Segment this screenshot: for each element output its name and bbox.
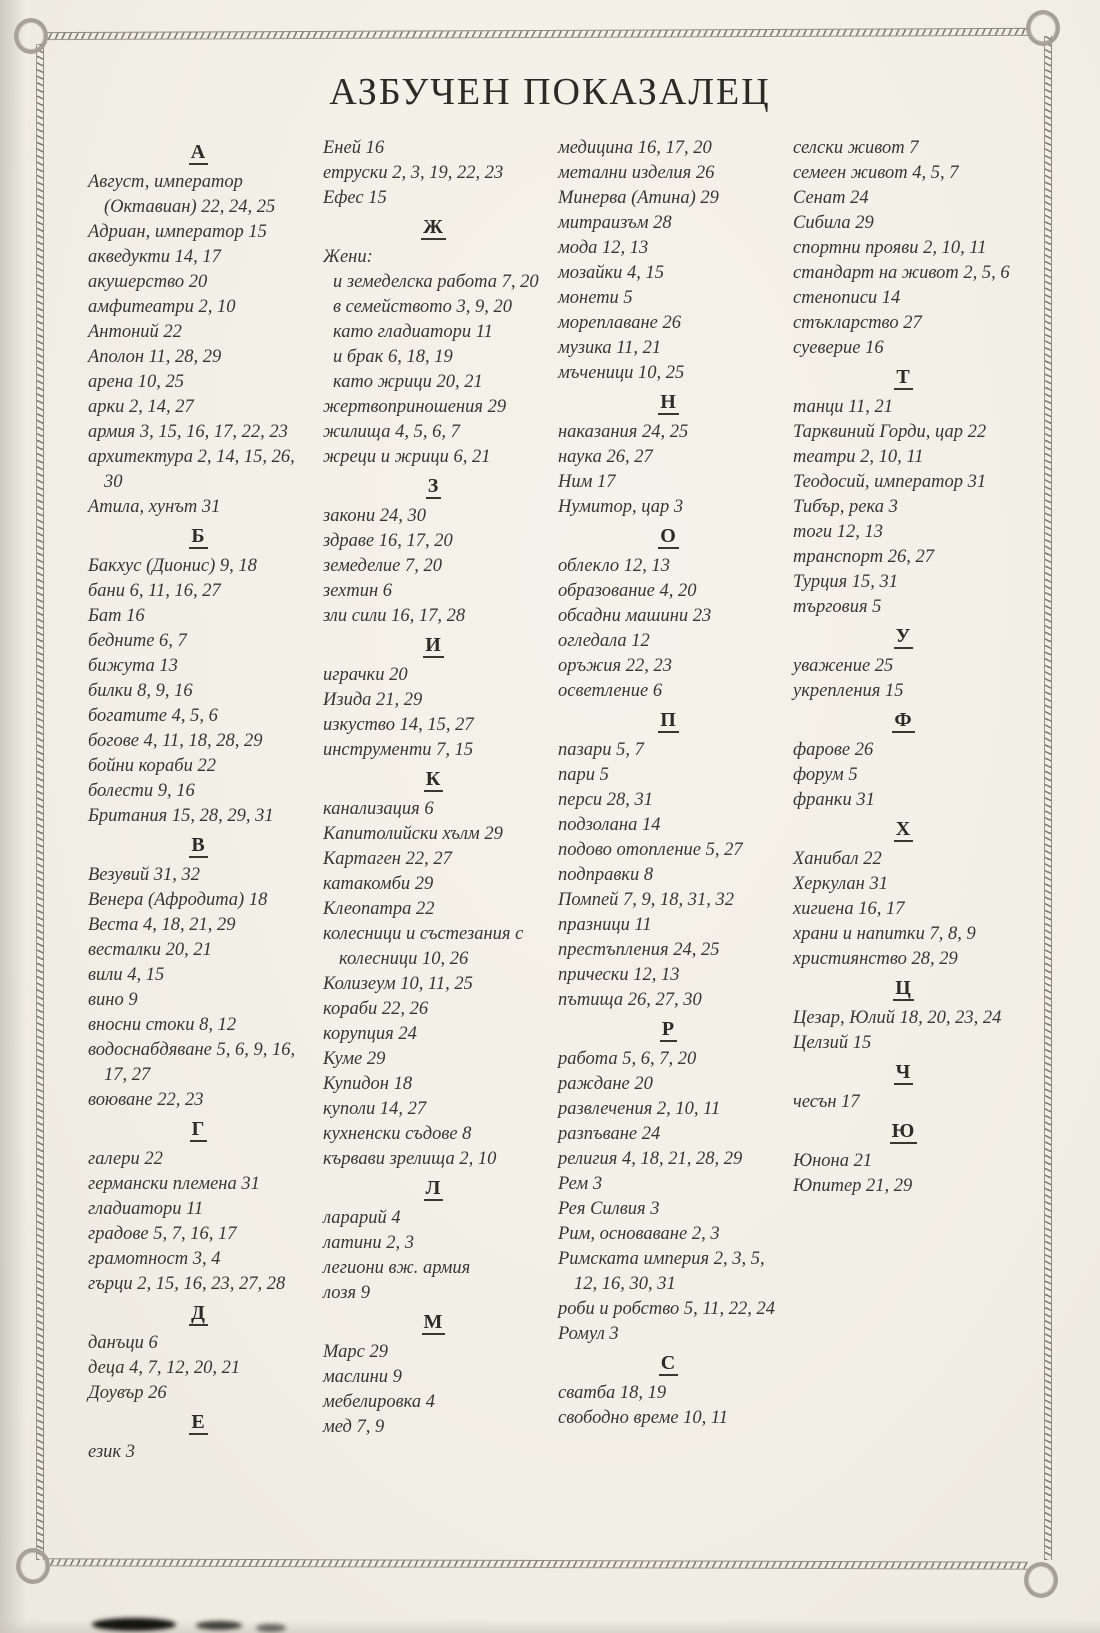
- index-entry: бани 6, 11, 16, 27: [88, 581, 221, 601]
- section-letter: Ц: [895, 977, 912, 999]
- index-entry: огледала 12: [558, 631, 650, 651]
- index-entry: деца 4, 7, 12, 20, 21: [88, 1358, 241, 1378]
- index-entry: роби и робство 5, 11, 22, 24: [558, 1299, 775, 1319]
- section-letter: Ф: [894, 709, 913, 731]
- index-entry: Нумитор, цар 3: [558, 497, 684, 517]
- index-entry: Ефес 15: [323, 188, 387, 208]
- index-entry: оръжия 22, 23: [558, 656, 673, 676]
- index-entry: раждане 20: [558, 1074, 653, 1094]
- index-entry: мода 12, 13: [558, 238, 649, 258]
- section-heading: [323, 769, 544, 792]
- index-entry: укрепления 15: [793, 681, 904, 701]
- section-heading: [88, 1412, 309, 1435]
- section-letter: Л: [425, 1177, 442, 1199]
- index-entry: обсадни машини 23: [558, 606, 712, 626]
- section-heading: [88, 1119, 309, 1142]
- section-heading: [558, 1019, 779, 1042]
- index-entry: семеен живот 4, 5, 7: [793, 163, 959, 183]
- index-entry: зли сили 16, 17, 28: [323, 606, 466, 626]
- index-entry: Турция 15, 31: [793, 572, 899, 592]
- index-entry: вино 9: [88, 990, 138, 1010]
- index-entry: Жени:: [323, 247, 373, 267]
- section-heading: [558, 710, 779, 733]
- index-entry: закони 24, 30: [323, 506, 426, 526]
- index-entry: гладиатори 11: [88, 1199, 204, 1219]
- section-heading: [88, 526, 309, 549]
- index-entry: религия 4, 18, 21, 28, 29: [558, 1149, 743, 1169]
- section-letter: С: [660, 1352, 677, 1374]
- rope-border-left: [36, 44, 44, 1560]
- index-entry: език 3: [88, 1442, 135, 1462]
- index-entry: бижута 13: [88, 656, 178, 676]
- section-letter: Р: [661, 1018, 676, 1040]
- index-entry: в семейството 3, 9, 20: [333, 297, 512, 317]
- section-letter: В: [191, 834, 206, 856]
- index-entry: Тарквиний Горди, цар 22: [793, 422, 987, 442]
- index-entry: Картаген 22, 27: [323, 849, 452, 869]
- index-entry: Цезар, Юлий 18, 20, 23, 24: [793, 1008, 1002, 1028]
- index-entry: мед 7, 9: [323, 1417, 385, 1437]
- index-entry: Бат 16: [88, 606, 145, 626]
- index-entry: богатите 4, 5, 6: [88, 706, 218, 726]
- index-entry: и брак 6, 18, 19: [333, 347, 453, 367]
- index-entry: гърци 2, 15, 16, 23, 27, 28: [88, 1274, 286, 1294]
- index-entry: етруски 2, 3, 19, 22, 23: [323, 163, 504, 183]
- index-entry: наука 26, 27: [558, 447, 653, 467]
- index-entry: земеделие 7, 20: [323, 556, 443, 576]
- index-entry: Везувий 31, 32: [88, 865, 200, 885]
- index-entry: подзолана 14: [558, 815, 661, 835]
- index-entry: Юпитер 21, 29: [793, 1176, 913, 1196]
- index-entry: стенописи 14: [793, 288, 901, 308]
- section-heading: [88, 1303, 309, 1326]
- index-entry: пазари 5, 7: [558, 740, 644, 760]
- section-heading: [323, 635, 544, 658]
- index-entry: прически 12, 13: [558, 965, 680, 985]
- rope-loop-icon: [1026, 10, 1060, 46]
- index-entry: мъченици 10, 25: [558, 363, 685, 383]
- index-entry: форум 5: [793, 765, 858, 785]
- index-entry: Британия 15, 28, 29, 31: [88, 806, 274, 826]
- index-entry: пари 5: [558, 765, 609, 785]
- index-entry: жреци и жрици 6, 21: [323, 447, 491, 467]
- index-entry: работа 5, 6, 7, 20: [558, 1049, 697, 1069]
- section-heading: [793, 367, 1014, 390]
- index-entry: воюване 22, 23: [88, 1090, 204, 1110]
- index-entry: играчки 20: [323, 665, 408, 685]
- index-entry: изкуство 14, 15, 27: [323, 715, 474, 735]
- section-letter: Ю: [891, 1120, 916, 1142]
- index-entry: Минерва (Атина) 29: [558, 188, 719, 208]
- index-entry: бедните 6, 7: [88, 631, 187, 651]
- index-entry: развлечения 2, 10, 11: [558, 1099, 721, 1119]
- index-entry: грамотност 3, 4: [88, 1249, 221, 1269]
- index-entry: Доувър 26: [88, 1383, 167, 1403]
- index-entry: стъкларство 27: [793, 313, 922, 333]
- index-entry: метални изделия 26: [558, 163, 715, 183]
- index-entry: Ханибал 22: [793, 849, 882, 869]
- section-heading: [793, 1121, 1014, 1144]
- index-entry: празници 11: [558, 915, 652, 935]
- index-entry: Купидон 18: [323, 1074, 413, 1094]
- section-letter: З: [427, 475, 440, 497]
- index-entry: свободно време 10, 11: [558, 1408, 729, 1428]
- section-letter: Е: [191, 1411, 206, 1433]
- section-heading: [793, 1062, 1014, 1085]
- index-column-2: [323, 136, 544, 1465]
- section-letter: О: [660, 525, 677, 547]
- index-entry: галери 22: [88, 1149, 163, 1169]
- index-entry: амфитеатри 2, 10: [88, 297, 236, 317]
- section-heading: [323, 476, 544, 499]
- index-entry: сватба 18, 19: [558, 1383, 667, 1403]
- index-entry: Помпей 7, 9, 18, 31, 32: [558, 890, 735, 910]
- index-entry: билки 8, 9, 16: [88, 681, 193, 701]
- index-entry: и земеделска работа 7, 20: [333, 272, 539, 292]
- section-letter: Ж: [423, 216, 444, 238]
- index-entry: кървави зрелища 2, 10: [323, 1149, 497, 1169]
- index-entry: акушерство 20: [88, 272, 208, 292]
- index-entry: ларарий 4: [323, 1208, 401, 1228]
- index-column-3: [558, 136, 779, 1465]
- index-entry: християнство 28, 29: [793, 949, 958, 969]
- section-heading: [323, 217, 544, 240]
- index-entry: наказания 24, 25: [558, 422, 689, 442]
- section-letter: Г: [191, 1118, 206, 1140]
- index-entry: вили 4, 15: [88, 965, 165, 985]
- index-entry: мореплаване 26: [558, 313, 681, 333]
- index-entry: архитектура 2, 14, 15, 26, 30: [88, 447, 295, 492]
- section-heading: [558, 1353, 779, 1376]
- index-entry: разпъване 24: [558, 1124, 661, 1144]
- rope-border-right: [1044, 36, 1052, 1560]
- index-entry: Куме 29: [323, 1049, 386, 1069]
- rope-loop-icon: [1024, 1562, 1058, 1598]
- index-entry: данъци 6: [88, 1333, 158, 1353]
- rope-border-top: [44, 28, 1030, 40]
- section-letter: И: [425, 634, 442, 656]
- index-entry: арки 2, 14, 27: [88, 397, 194, 417]
- index-entry: богове 4, 11, 18, 28, 29: [88, 731, 263, 751]
- section-letter: К: [425, 768, 442, 790]
- index-entry: Сибила 29: [793, 213, 874, 233]
- index-entry: като жрици 20, 21: [333, 372, 483, 392]
- index-entry: акведукти 14, 17: [88, 247, 221, 267]
- section-letter: П: [660, 709, 677, 731]
- index-entry: корупция 24: [323, 1024, 417, 1044]
- index-entry: Целзий 15: [793, 1033, 872, 1053]
- index-entry: Херкулан 31: [793, 874, 888, 894]
- index-entry: образование 4, 20: [558, 581, 697, 601]
- index-entry: пътища 26, 27, 30: [558, 990, 702, 1010]
- index-entry: перси 28, 31: [558, 790, 654, 810]
- section-heading: [558, 526, 779, 549]
- index-entry: Ним 17: [558, 472, 616, 492]
- index-entry: катакомби 29: [323, 874, 434, 894]
- index-entry: като гладиатори 11: [333, 322, 493, 342]
- section-letter: Б: [191, 525, 206, 547]
- index-entry: Аполон 11, 28, 29: [88, 347, 222, 367]
- index-entry: бойни кораби 22: [88, 756, 216, 776]
- section-heading: [323, 1178, 544, 1201]
- section-heading: [323, 1312, 544, 1335]
- section-heading: [558, 392, 779, 415]
- index-entry: легиони вж. армия: [323, 1258, 471, 1278]
- section-letter: Н: [660, 391, 677, 413]
- section-heading: [88, 835, 309, 858]
- index-entry: спортни прояви 2, 10, 11: [793, 238, 987, 258]
- index-column-1: [88, 136, 309, 1465]
- scan-smudge: [92, 1618, 176, 1631]
- index-entry: Юнона 21: [793, 1151, 873, 1171]
- rope-border-bottom: [46, 1558, 1028, 1569]
- section-heading: [793, 819, 1014, 842]
- index-entry: водоснабдяване 5, 6, 9, 16, 17, 27: [88, 1040, 296, 1085]
- index-entry: Колизеум 10, 11, 25: [323, 974, 473, 994]
- index-entry: Рем 3: [558, 1174, 603, 1194]
- index-entry: Венера (Афродита) 18: [88, 890, 268, 910]
- index-entry: арена 10, 25: [88, 372, 185, 392]
- index-entry: франки 31: [793, 790, 875, 810]
- scan-smudge: [196, 1621, 242, 1630]
- section-letter: Т: [896, 366, 911, 388]
- index-entry: градове 5, 7, 16, 17: [88, 1224, 237, 1244]
- index-entry: Капитолийски хълм 29: [323, 824, 503, 844]
- index-entry: Бакхус (Дионис) 9, 18: [88, 556, 257, 576]
- index-entry: облекло 12, 13: [558, 556, 671, 576]
- index-entry: чесън 17: [793, 1092, 860, 1112]
- index-entry: Рим, основаване 2, 3: [558, 1224, 720, 1244]
- index-entry: армия 3, 15, 16, 17, 22, 23: [88, 422, 288, 442]
- section-heading: [793, 978, 1014, 1001]
- index-entry: зехтин 6: [323, 581, 393, 601]
- index-entry: Римската империя 2, 3, 5, 12, 16, 30, 31: [558, 1249, 765, 1294]
- index-entry: транспорт 26, 27: [793, 547, 934, 567]
- index-entry: мозайки 4, 15: [558, 263, 665, 283]
- index-entry: Адриан, император 15: [88, 222, 267, 242]
- index-entry: Изида 21, 29: [323, 690, 423, 710]
- index-entry: медицина 16, 17, 20: [558, 138, 712, 158]
- index-entry: инструменти 7, 15: [323, 740, 474, 760]
- index-entry: тоги 12, 13: [793, 522, 883, 542]
- index-entry: театри 2, 10, 11: [793, 447, 924, 467]
- index-entry: селски живот 7: [793, 138, 919, 158]
- section-letter: Ч: [895, 1061, 912, 1083]
- index-entry: Веста 4, 18, 21, 29: [88, 915, 236, 935]
- index-entry: жертвоприношения 29: [323, 397, 507, 417]
- index-entry: Антоний 22: [88, 322, 182, 342]
- index-entry: куполи 14, 27: [323, 1099, 427, 1119]
- section-letter: А: [190, 141, 207, 163]
- index-entry: Тибър, река 3: [793, 497, 898, 517]
- index-columns: [88, 136, 1014, 1465]
- index-entry: маслини 9: [323, 1367, 402, 1387]
- index-entry: подправки 8: [558, 865, 654, 885]
- index-entry: жилища 4, 5, 6, 7: [323, 422, 460, 442]
- index-entry: Ромул 3: [558, 1324, 619, 1344]
- section-letter: Д: [191, 1302, 206, 1324]
- index-entry: фарове 26: [793, 740, 874, 760]
- index-entry: мебелировка 4: [323, 1392, 435, 1412]
- index-entry: лозя 9: [323, 1283, 370, 1303]
- section-letter: У: [895, 625, 912, 647]
- section-heading: [793, 626, 1014, 649]
- index-entry: танци 11, 21: [793, 397, 894, 417]
- section-heading: [793, 710, 1014, 733]
- section-heading: [88, 142, 309, 165]
- section-letter: М: [423, 1311, 444, 1333]
- scan-edge-left: [0, 0, 26, 1633]
- index-entry: латини 2, 3: [323, 1233, 414, 1253]
- index-entry: Сенат 24: [793, 188, 869, 208]
- index-entry: Клеопатра 22: [323, 899, 435, 919]
- index-entry: Марс 29: [323, 1342, 388, 1362]
- index-entry: музика 11, 21: [558, 338, 662, 358]
- index-entry: германски племена 31: [88, 1174, 260, 1194]
- index-entry: колесници и състезания с колесници 10, 26: [323, 924, 524, 969]
- index-entry: Еней 16: [323, 138, 385, 158]
- scan-smudge: [256, 1624, 286, 1632]
- index-entry: хигиена 16, 17: [793, 899, 905, 919]
- section-letter: Х: [895, 818, 912, 840]
- index-entry: митраизъм 28: [558, 213, 672, 233]
- index-entry: суеверие 16: [793, 338, 884, 358]
- index-entry: престъпления 24, 25: [558, 940, 720, 960]
- index-entry: болести 9, 16: [88, 781, 195, 801]
- index-entry: весталки 20, 21: [88, 940, 212, 960]
- index-entry: кораби 22, 26: [323, 999, 429, 1019]
- index-column-4: [793, 136, 1014, 1465]
- index-entry: осветление 6: [558, 681, 663, 701]
- index-entry: Атила, хунът 31: [88, 497, 221, 517]
- page-title: АЗБУЧЕН ПОКАЗАЛЕЦ: [329, 71, 771, 113]
- index-entry: стандарт на живот 2, 5, 6: [793, 263, 1010, 283]
- index-entry: вносни стоки 8, 12: [88, 1015, 237, 1035]
- index-entry: здраве 16, 17, 20: [323, 531, 453, 551]
- index-entry: Август, император (Октавиан) 22, 24, 25: [88, 172, 276, 217]
- index-entry: търговия 5: [793, 597, 882, 617]
- index-entry: храни и напитки 7, 8, 9: [793, 924, 976, 944]
- index-entry: монети 5: [558, 288, 633, 308]
- index-entry: Теодосий, император 31: [793, 472, 987, 492]
- index-entry: подово отопление 5, 27: [558, 840, 743, 860]
- index-entry: кухненски съдове 8: [323, 1124, 472, 1144]
- index-entry: канализация 6: [323, 799, 434, 819]
- index-entry: Рея Силвия 3: [558, 1199, 660, 1219]
- index-entry: уважение 25: [793, 656, 894, 676]
